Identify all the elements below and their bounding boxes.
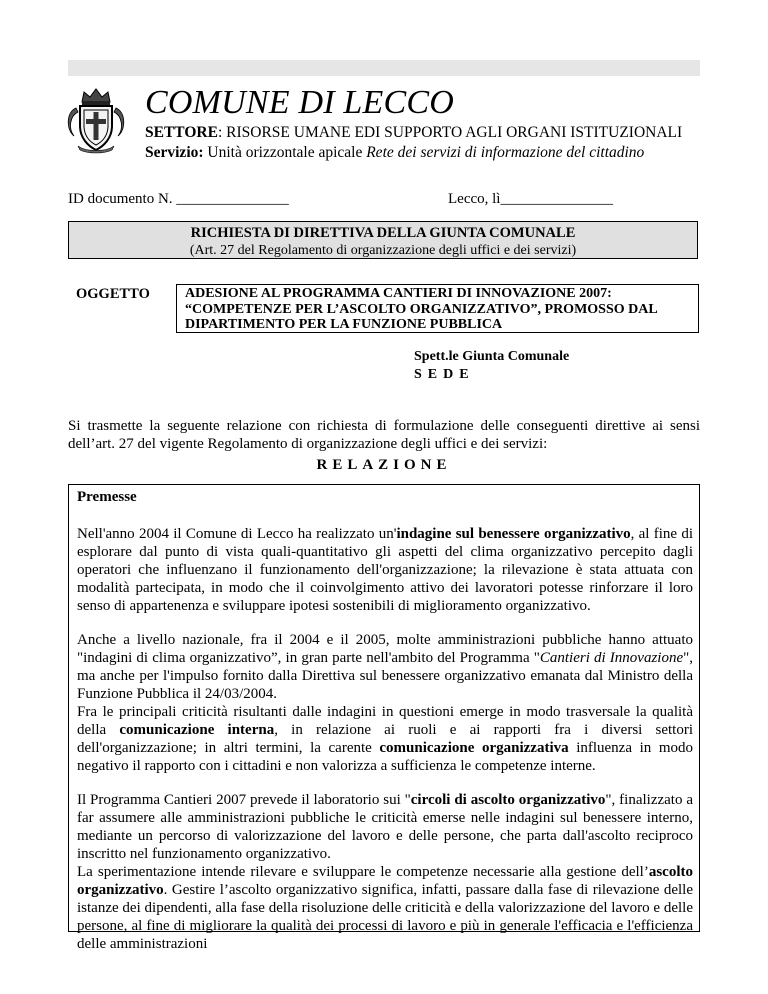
paragraph: Nell'anno 2004 il Comune di Lecco ha realizzato un'indagine sul benessere organizzativo, al fine di esplorare dal punto di vista quali-quantitativo gli aspetti del clima organizzativo percepito dagli operatori che influenzano il funzionamento dell'organizzazione; la rilevazione è stata attuata con modalità partecipata, in modo che il coinvolgimento attivo dei lavoratori potesse rinforzare il loro senso di appartenenza e sviluppare ipotesi sostenibili di miglioramento organizzativo. [77,526,693,614]
document-id-field: ID documento N. _______________ [68,191,289,207]
place-date-field: Lecco, lì_______________ [448,191,613,207]
top-gray-bar [68,60,700,76]
subject-line: “COMPETENZE PER L’ASCOLTO ORGANIZZATIVO”, PROMOSSO DAL [185,301,658,317]
addressee-block [414,348,569,384]
addressee-location: SEDE [414,367,475,382]
request-subtitle: (Art. 27 del Regolamento di organizzazione degli uffici e dei servizi) [189,243,577,258]
service-italic: Rete dei servizi di informazione del cittadino [366,144,645,161]
service-label: Servizio: [145,144,204,161]
request-title: RICHIESTA DI DIRETTIVA DELLA GIUNTA COMUNALE [190,225,576,241]
paragraph: Il Programma Cantieri 2007 prevede il laboratorio sui "circoli di ascolto organizzativo", finalizzato a far assumere alle amministrazioni pubbliche le criticità emerse nelle indagini sul benessere interno, mediante un percorso di valorizzazione del lavoro e delle persone, che parta dall'ascolto reciproco inscritto nel funzionamento organizzativo. [77,792,694,862]
paragraph: La sperimentazione intende rilevare e sviluppare le competenze necessarie alla gestione dell’ascolto organizzativo. Gestire l’ascolto organizzativo significa, infatti, passare dalla fase di rilevazione delle istanze dei dipendenti, alla fase della risoluzione delle criticità e della valorizzazione del lavoro e delle persone, al fine di migliorare la qualità dei processi di lavoro e più in generale l'efficacia e l'efficienza delle amministrazioni [77,864,693,952]
sector-value: : RISORSE UMANE EDI SUPPORTO AGLI ORGANI ISTITUZIONALI [217,124,683,141]
coat-of-arms-icon [64,86,128,154]
service-plain: Unità orizzontale apicale [203,144,367,161]
sector-line [145,124,682,142]
addressee-name: Spett.le Giunta Comunale [414,349,570,364]
section-title-relazione: RELAZIONE [316,457,452,473]
service-line [145,144,644,162]
sector-label: SETTORE [145,124,218,141]
premesse-box [68,484,700,952]
subject-label: OGGETTO [76,286,150,302]
request-box [68,221,698,259]
premesse-heading: Premesse [77,489,137,505]
municipality-name: COMUNE DI LECCO [145,84,455,121]
intro-paragraph: Si trasmette la seguente relazione con richiesta di formulazione delle conseguenti direttive ai sensi dell’art. 27 del vigente Regolamento di organizzazione degli uffici e dei servizi: [68,418,700,452]
subject-line: ADESIONE AL PROGRAMMA CANTIERI DI INNOVAZIONE 2007: [185,286,612,301]
paragraph: Fra le principali criticità risultanti dalle indagini in questioni emerge in modo trasversale la qualità della comunicazione interna, in relazione ai ruoli e ai rapporti fra i diversi settori dell'organizzazione; in altri termini, la carente comunicazione organizzativa influenza in modo negativo il rapporto con i cittadini e non valorizza a sufficienza le competenze interne. [77,704,694,774]
paragraph: Anche a livello nazionale, fra il 2004 e il 2005, molte amministrazioni pubbliche hanno attuato "indagini di clima organizzativo”, in gran parte nell'ambito del Programma "Cantieri di Innovazione", ma anche per l'impulso fornito dalla Direttiva sul benessere organizzativo emanata dal Ministro della Funzione Pubblica il 24/03/2004. [77,632,693,702]
subject-box [176,284,699,333]
subject-line: DIPARTIMENTO PER LA FUNZIONE PUBBLICA [185,317,503,332]
